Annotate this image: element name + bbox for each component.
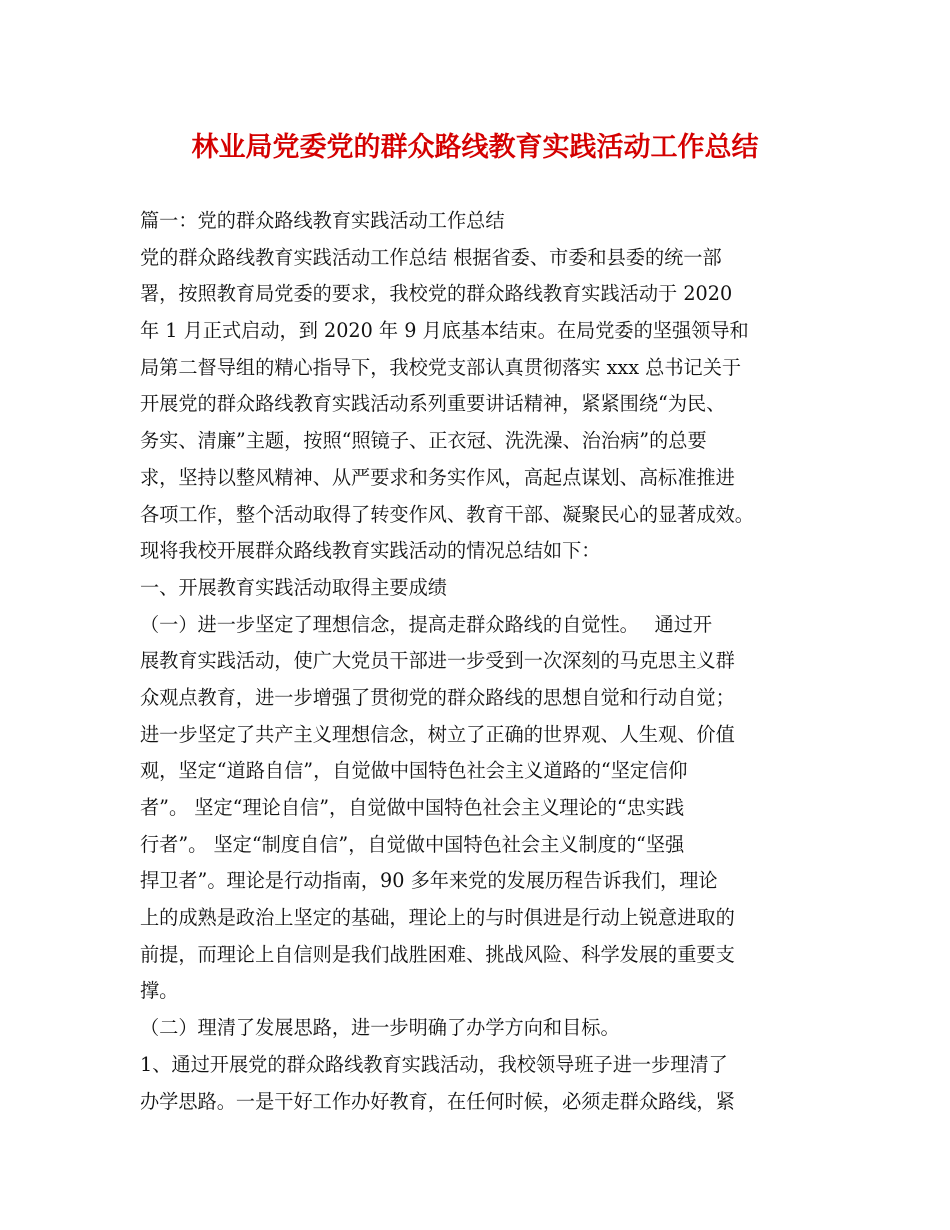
text-line: 者”。 坚定“理论自信”，自觉做中国特色社会主义理论的“忠实践 xyxy=(140,796,685,819)
text-line: （一）进一步坚定了理想信念，提高走群众路线的自觉性。 通过开 xyxy=(140,612,713,636)
text-line: 求，坚持以整风精神、从严要求和务实作风，高起点谋划、高标准推进 xyxy=(140,465,735,489)
text-line: （二）理清了发展思路，进一步明确了办学方向和目标。 xyxy=(140,1016,620,1040)
text-line: 务实、清廉”主题，按照“照镜子、正衣冠、洗洗澡、治治病”的总要 xyxy=(140,429,707,453)
text-line: 撑。 xyxy=(140,979,179,1003)
text-line: 局第二督导组的精心指导下，我校党支部认真贯彻落实 xxx 总书记关于 xyxy=(140,355,742,379)
document-title: 林业局党委党的群众路线教育实践活动工作总结 xyxy=(191,132,759,163)
text-line: 各项工作，整个活动取得了转变作风、教育干部、凝聚民心的显著成效。 xyxy=(140,502,754,526)
text-line: 前提，而理论上自信则是我们战胜困难、挑战风险、科学发展的重要支 xyxy=(140,942,735,966)
text-line: 众观点教育，进一步增强了贯彻党的群众路线的思想自觉和行动自觉； xyxy=(140,685,735,709)
text-line: 上的成熟是政治上坚定的基础，理论上的与时俱进是行动上锐意进取的 xyxy=(140,906,735,930)
document-body xyxy=(140,203,830,1120)
text-line: 党的群众路线教育实践活动工作总结 根据省委、市委和县委的统一部 xyxy=(140,245,722,269)
text-line: 一、开展教育实践活动取得主要成绩 xyxy=(140,575,447,599)
text-line: 现将我校开展群众路线教育实践活动的情况总结如下： xyxy=(140,539,601,563)
text-line: 行者”。 坚定“制度自信”，自觉做中国特色社会主义制度的“坚强 xyxy=(140,832,685,856)
text-line: 捍卫者”。理论是行动指南，90 多年来党的发展历程告诉我们，理论 xyxy=(140,869,718,893)
text-line: 年 1 月正式启动，到 2020 年 9 月底基本结束。在局党委的坚强领导和 xyxy=(140,319,749,343)
text-line: 署，按照教育局党委的要求，我校党的群众路线教育实践活动于 2020 xyxy=(140,282,733,306)
text-line: 1、通过开展党的群众路线教育实践活动，我校领导班子进一步理清了 xyxy=(140,1052,728,1076)
text-line: 开展党的群众路线教育实践活动系列重要讲话精神，紧紧围绕“为民、 xyxy=(140,392,726,416)
text-line: 进一步坚定了共产主义理想信念，树立了正确的世界观、人生观、价值 xyxy=(140,722,735,746)
text-line: 办学思路。一是干好工作办好教育，在任何时候，必须走群众路线，紧 xyxy=(140,1089,735,1113)
text-line: 观，坚定“道路自信”，自觉做中国特色社会主义道路的“坚定信仰 xyxy=(140,759,688,783)
text-line: 篇一：党的群众路线教育实践活动工作总结 xyxy=(140,209,505,232)
text-line: 展教育实践活动，使广大党员干部进一步受到一次深刻的马克思主义群 xyxy=(140,649,735,673)
